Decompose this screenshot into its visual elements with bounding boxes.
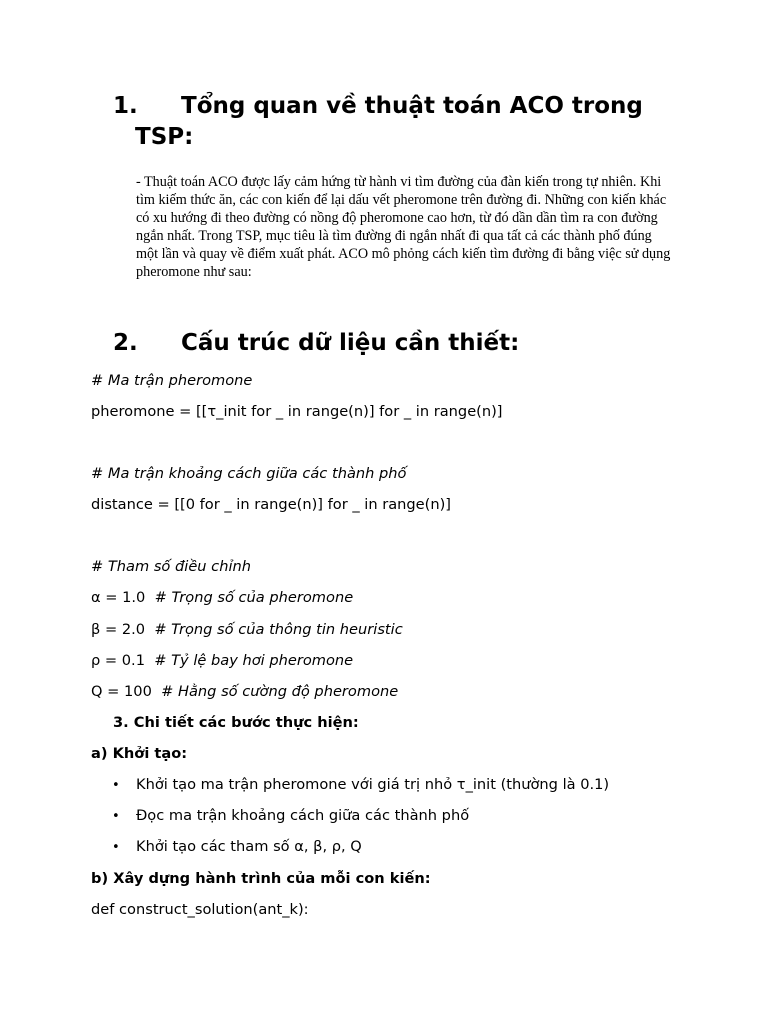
section-2-title: Cấu trúc dữ liệu cần thiết:	[181, 330, 520, 356]
param-beta-comment: # Trọng số của thông tin heuristic	[154, 621, 403, 638]
param-alpha-comment: # Trọng số của pheromone	[154, 589, 354, 606]
bullet-3: •	[112, 840, 120, 855]
section-1-title-line-2: TSP:	[135, 124, 194, 150]
comment-parameters: # Tham số điều chỉnh	[91, 558, 252, 575]
step-a-item-3: Khởi tạo các tham số α, β, ρ, Q	[136, 838, 362, 855]
code-pheromone-matrix: pheromone = [[τ_init for _ in range(n)] for _ in range(n)]	[91, 403, 503, 420]
section-3-heading: 3. Chi tiết các bước thực hiện:	[113, 714, 359, 731]
param-rho-code: ρ = 0.1	[91, 652, 155, 669]
section-1-heading	[113, 91, 673, 153]
step-a-item-2: Đọc ma trận khoảng cách giữa các thành phố	[136, 807, 470, 824]
comment-distance-matrix: # Ma trận khoảng cách giữa các thành phố	[91, 465, 407, 482]
step-b-heading: b) Xây dựng hành trình của mỗi con kiến:	[91, 870, 431, 887]
section-1-title-line-1: Tổng quan về thuật toán ACO trong	[181, 93, 643, 119]
param-alpha-code: α = 1.0	[91, 589, 155, 606]
param-beta	[91, 621, 403, 639]
code-distance-matrix: distance = [[0 for _ in range(n)] for _ in range(n)]	[91, 496, 451, 513]
section-2-heading	[113, 328, 613, 359]
bullet-2: •	[112, 809, 120, 824]
param-q-code: Q = 100	[91, 683, 162, 700]
param-rho-comment: # Tỷ lệ bay hơi pheromone	[154, 652, 354, 669]
step-a-heading: a) Khởi tạo:	[91, 745, 188, 762]
param-beta-code: β = 2.0	[91, 621, 155, 638]
section-1-paragraph: - Thuật toán ACO được lấy cảm hứng từ hành vi tìm đường của đàn kiến trong tự nhiên. Khi tìm kiếm thức ăn, các con kiến để lại dấu vết pheromone trên đường đi. Những con kiến khác có xu hướng đi theo đường có nồng độ pheromone cao hơn, từ đó dần dần tìm ra con đường ngắn nhất. Trong TSP, mục tiêu là tìm đường đi ngắn nhất đi qua tất cả các thành phố đúng một lần và quay về điểm xuất phát. ACO mô phỏng cách kiến tìm đường đi bằng việc sử dụng pheromone như sau:	[136, 174, 671, 280]
code-construct-solution: def construct_solution(ant_k):	[91, 901, 309, 918]
section-1-number: 1.	[113, 93, 138, 119]
param-q-comment: # Hằng số cường độ pheromone	[161, 683, 399, 700]
section-2-number: 2.	[113, 330, 138, 356]
param-rho	[91, 652, 353, 670]
param-alpha	[91, 589, 353, 607]
param-q	[91, 683, 398, 701]
step-a-item-1: Khởi tạo ma trận pheromone với giá trị nhỏ τ_init (thường là 0.1)	[136, 776, 610, 793]
comment-pheromone-matrix: # Ma trận pheromone	[91, 372, 253, 389]
bullet-1: •	[112, 778, 120, 793]
